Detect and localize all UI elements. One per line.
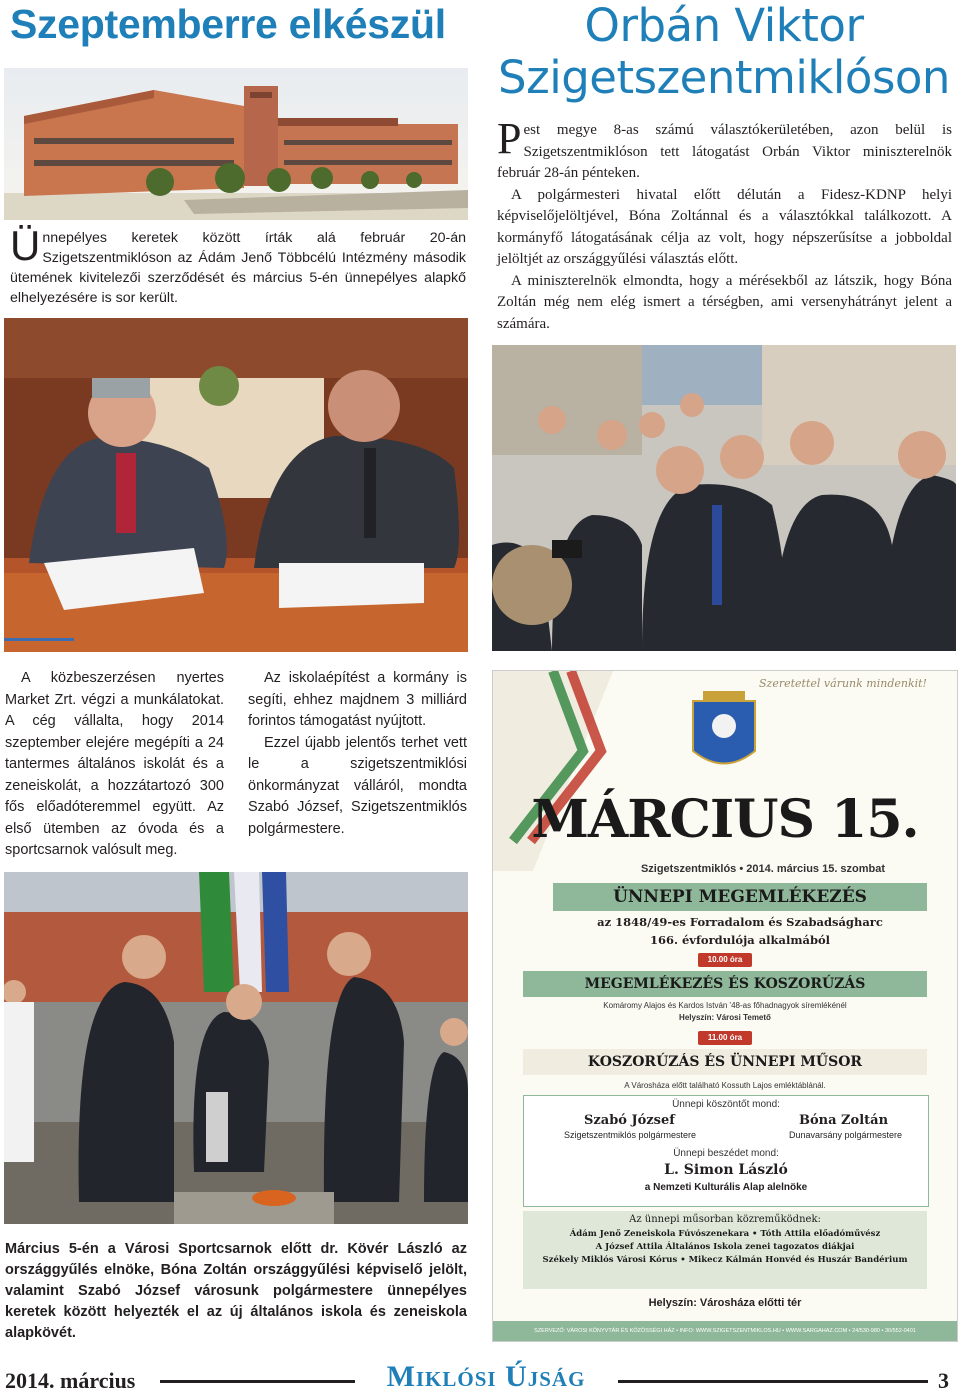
part-2-sub: A Városháza előtt található Kossuth Lajos emléktáblánál.	[624, 1081, 826, 1090]
part-1-sub-1: Komáromy Alajos és Kardos István '48-as főhadnagyok síremlékénél	[603, 1001, 847, 1010]
poster-date: Szigetszentmiklós • 2014. március 15. szombat	[640, 863, 886, 875]
crowd-visit-photo	[492, 345, 956, 651]
performers-line-2: A József Attila Általános Iskola zenei tagozatos diákjai	[595, 1242, 855, 1252]
part-1-sub-2: Helyszín: Városi Temető	[679, 1013, 771, 1022]
left-article-lead	[10, 222, 466, 308]
paragraph-3: A miniszterelnök elmondta, hogy a mérésekből az látszik, hogy Bóna Zoltán még nem elég ismert a térségben, ami versenyhátrányt jelent a számára.	[497, 272, 952, 332]
time-badge-2: 11.00 óra	[698, 1031, 752, 1045]
paragraph-1	[497, 114, 952, 185]
column-1-paragraph: A közbeszerzésen nyertes Market Zrt. végzi a munkálatokat. A cég vállalta, hogy 2014 szeptember elejére megépíti a 24 tantermes általános iskolát és a zeneiskolát, a hozzátartozó 300 fős előadóteremmel együtt. Az első ütemben az óvoda és a sportcsarnok valósult meg.	[5, 670, 224, 858]
poster-title: MÁRCIUS 15.	[531, 789, 919, 850]
event-title-banner: ÜNNEPI MEGEMLÉKEZÉS	[553, 883, 927, 911]
speech-label: Ünnepi beszédet mond:	[673, 1148, 779, 1159]
poster-footer-bar	[493, 1321, 957, 1341]
speakers-box	[523, 1095, 929, 1207]
lead-text: nnepélyes keretek között írták alá február 20-án Szigetszentmiklóson az Ádám Jenő Többcélú Intézmény második ütemének kivitelezői szerződését és március 5-én ünnepélyes alapkő elhelyezésére is sor került.	[10, 230, 466, 306]
time-badge-1: 10.00 óra	[698, 953, 752, 967]
middle-column-1	[5, 668, 224, 862]
column-2-paragraph-1: Az iskolaépítést a kormány is segíti, ehhez majdnem 3 milliárd forintos támogatást nyújtott.	[248, 670, 467, 729]
bottom-photo-caption: Március 5-én a Városi Sportcsarnok előtt dr. Kövér László az országgyűlés elnöke, Bóna Zoltán országgyűlési képviselő jelölt, valamint Szabó József városunk polgármestere ünnepélyes keretek között helyezték el az új általános iskola és zeneiskola alapkövét.	[5, 1241, 467, 1341]
coat-of-arms-icon	[693, 691, 755, 764]
poster-footer-text: SZERVEZŐ: VÁROSI KÖNYVTÁR ÉS KÖZÖSSÉGI HÁZ • INFO: WWW.SZIGETSZENTMIKLOS.HU • WWW.SARGAHAZ.COM • 24/530-980 • 30/552-0401	[534, 1328, 916, 1334]
middle-column-2	[248, 668, 467, 840]
paragraph-2: A polgármesteri hivatal előtt délután a Fidesz-KDNP helyi képviselőjelöltjével, Bóna Zoltánnal és a választókkal találkozott. A kormányfő látogatásának célja az volt, hogy népszerűsítse a jobboldal jelöltjét az országgyűlési választás előtt.	[497, 186, 952, 267]
speaker-1-role: Szigetszentmiklós polgármestere	[564, 1130, 697, 1140]
footer-rule-left	[160, 1380, 355, 1383]
greeting-label: Ünnepi köszöntőt mond:	[672, 1099, 780, 1110]
speaker-2-role: Dunavarsány polgármestere	[789, 1130, 903, 1140]
performers-box	[523, 1211, 927, 1289]
building-rendering-image	[4, 68, 468, 220]
poster-venue: Helyszín: Városháza előtti tér	[648, 1297, 802, 1309]
footer-page-number: 3	[938, 1368, 949, 1393]
column-2-paragraph-2: Ezzel újabb jelentős terhet vett le a szigetszentmiklósi önkormányzat válláról, mondta Szabó József, Szigetszentmiklós polgármestere.	[248, 734, 467, 837]
performers-line-3: Székely Miklós Városi Kórus • Mikecz Kálmán Honvéd és Huszár Bandérium	[542, 1255, 908, 1265]
event-sub-2: 166. évfordulója alkalmából	[649, 933, 831, 947]
speaker-3-role: a Nemzeti Kulturális Alap alelnöke	[644, 1182, 808, 1193]
contract-signing-photo	[4, 318, 468, 652]
footer-rule-right	[618, 1380, 928, 1383]
left-article-headline: Szeptemberre elkészül	[10, 1, 446, 47]
footer-publication-title: Miklósi Újság	[386, 1360, 586, 1393]
performers-label: Az ünnepi műsorban közreműködnek:	[629, 1214, 821, 1225]
cornerstone-ceremony-photo	[4, 872, 468, 1224]
speaker-2-name: Bóna Zoltán	[799, 1113, 889, 1128]
speaker-3-name: L. Simon László	[664, 1162, 788, 1178]
footer-date: 2014. március	[5, 1368, 136, 1393]
headline-line-2: Szigetszentmiklóson	[498, 51, 950, 104]
body-dropcap: P	[497, 114, 522, 163]
right-article-headline	[492, 0, 956, 104]
speaker-1-name: Szabó József	[584, 1113, 675, 1128]
lead-dropcap: Ü	[10, 222, 41, 269]
paragraph-1-text: est megye 8-as számú választókerületében, azon belül is Szigetszentmiklóson tett látogatást Orbán Viktor miniszterelnök február 28-án pénteken.	[497, 122, 952, 181]
performers-line-1: Ádám Jenő Zeneiskola Fúvószenekara • Tóth Attila előadóművész	[569, 1229, 881, 1239]
poster-handwritten-greeting: Szeretettel várunk mindenkit!	[759, 677, 927, 690]
right-article-body	[497, 114, 952, 335]
headline-line-1: Orbán Viktor	[584, 0, 864, 52]
part-2-banner: KOSZORÚZÁS ÉS ÜNNEPI MŰSOR	[523, 1049, 927, 1075]
event-sub-1: az 1848/49-es Forradalom és Szabadságharc	[597, 915, 883, 929]
march-15-poster	[492, 670, 958, 1342]
part-1-banner: MEGEMLÉKEZÉS ÉS KOSZORÚZÁS	[523, 971, 927, 997]
